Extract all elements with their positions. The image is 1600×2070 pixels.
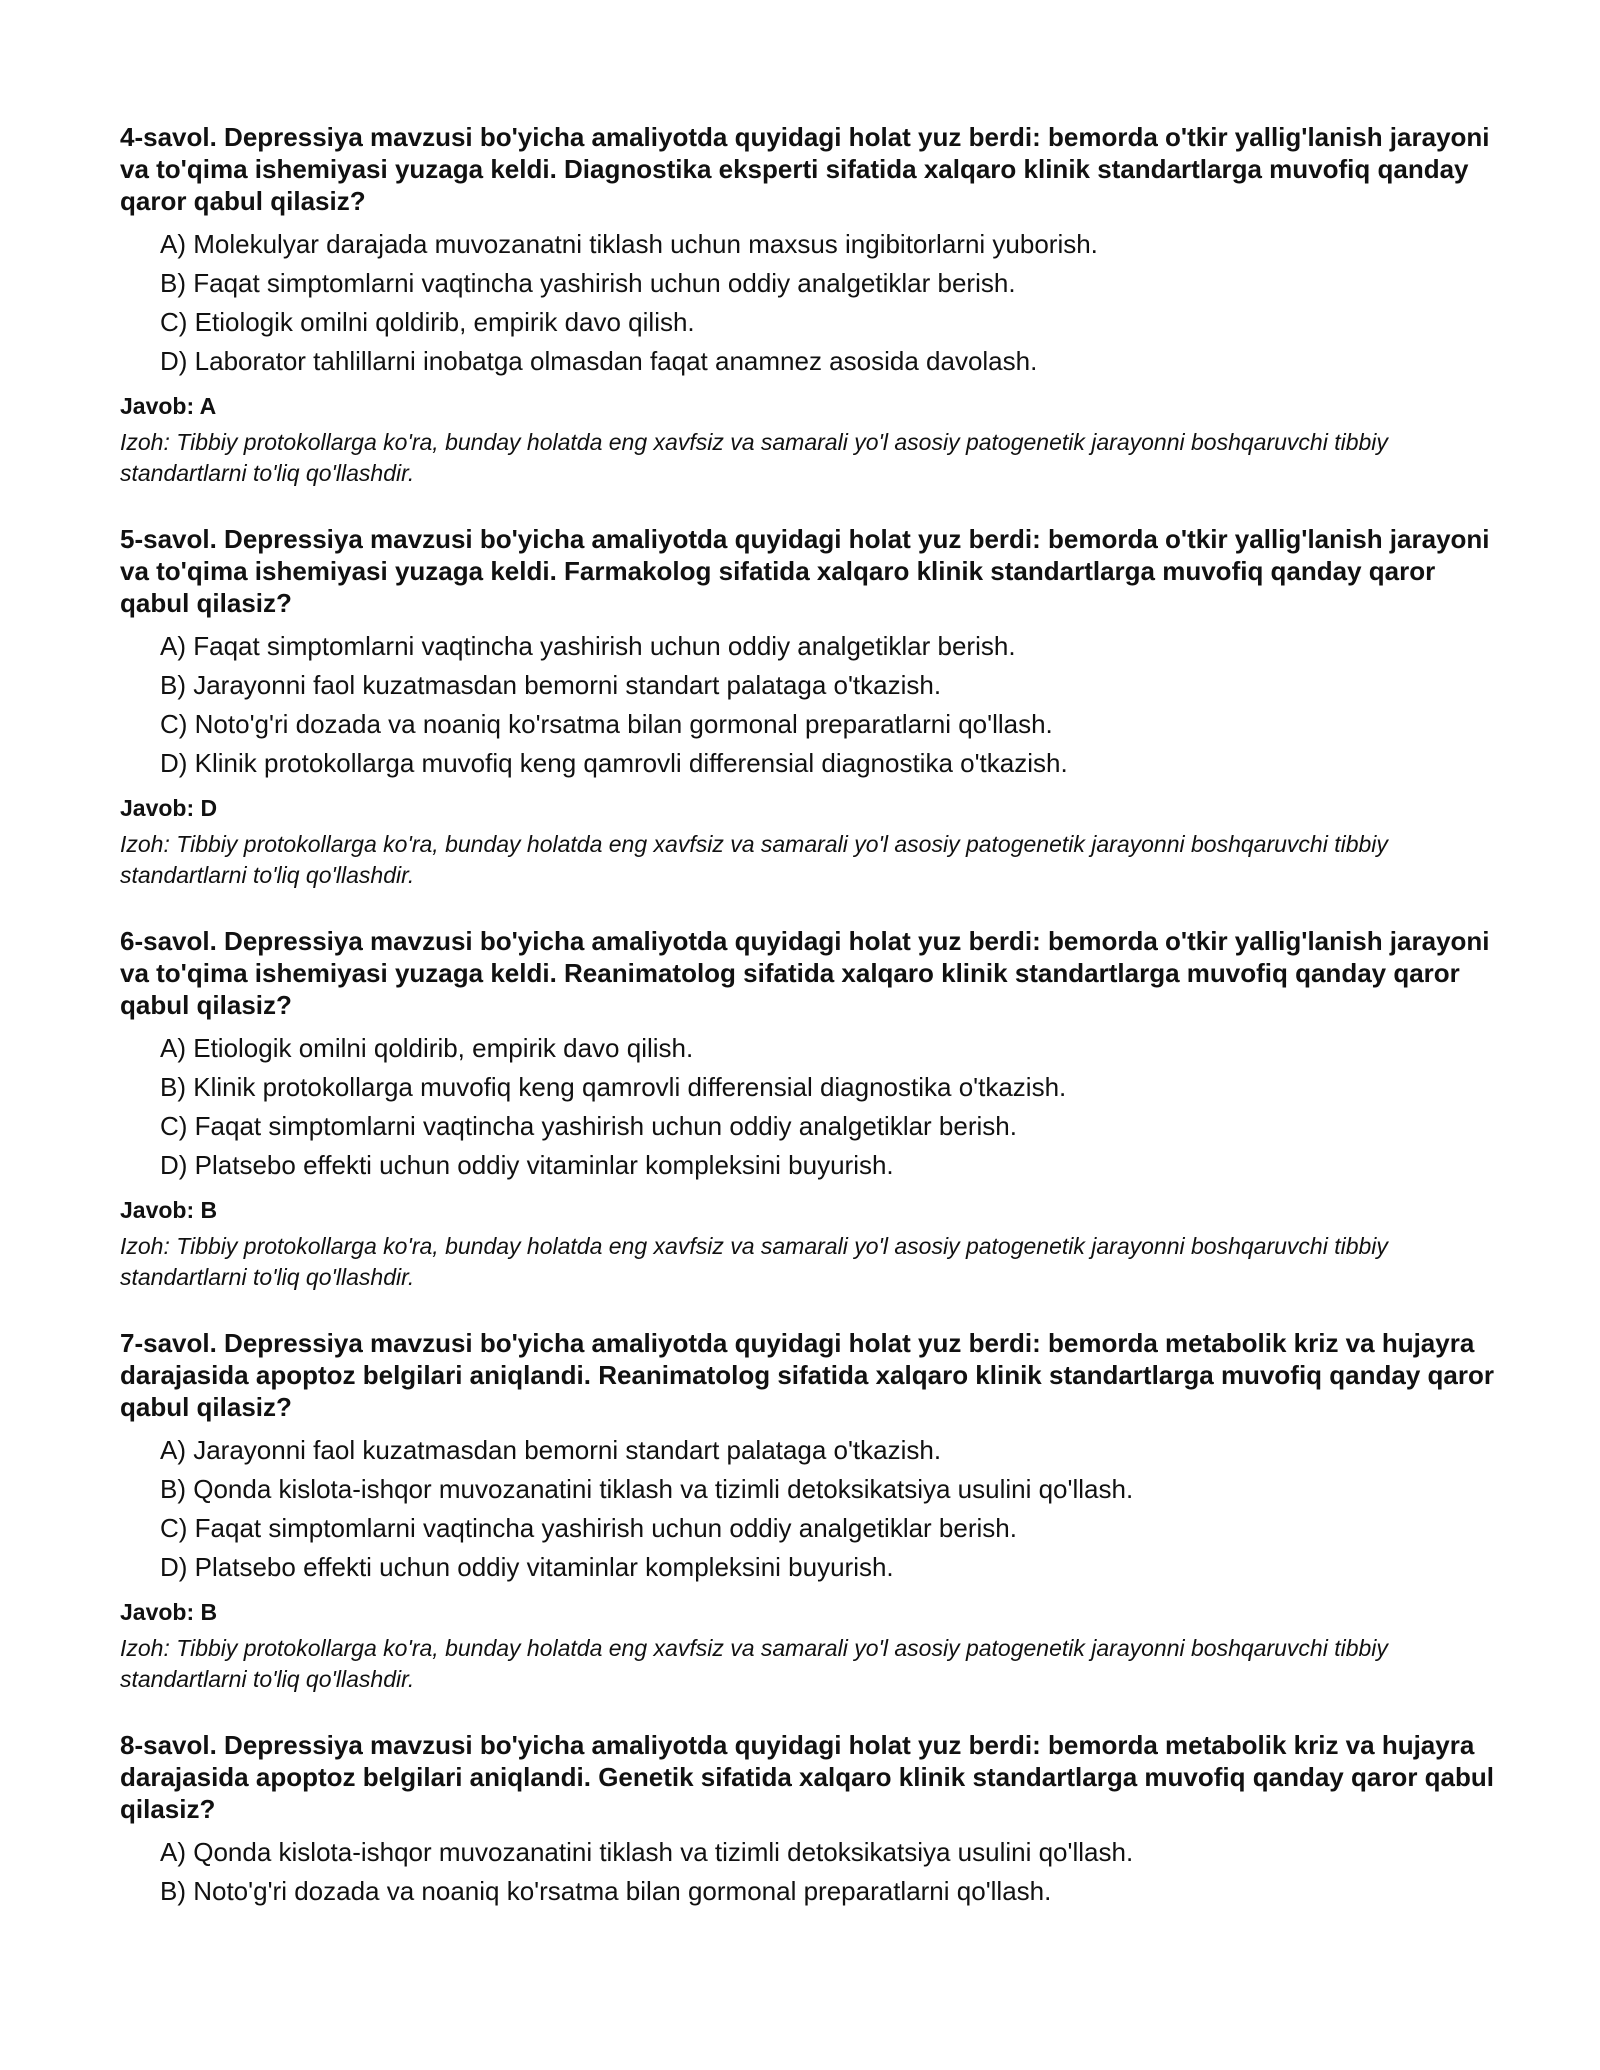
option-b: B) Qonda kislota-ishqor muvozanatini tiklash va tizimli detoksikatsiya usulini qo'llash. (160, 1474, 1134, 1504)
option-b: B) Faqat simptomlarni vaqtincha yashirish uchun oddiy analgetiklar berish. (160, 268, 1016, 298)
question-text: 8-savol. Depressiya mavzusi bo'yicha amaliyotda quyidagi holat yuz berdi: bemorda metabolik kriz va hujayra darajasida apoptoz belgilari aniqlandi. Genetik sifatida xalqaro klinik standartlarga muvofiq qanday qaror qabul qilasiz? (120, 1730, 1494, 1824)
option-a: A) Faqat simptomlarni vaqtincha yashirish uchun oddiy analgetiklar berish. (160, 631, 1016, 661)
option-list (120, 1029, 1500, 1185)
explanation-note: Izoh: Tibbiy protokollarga ko'ra, bunday holatda eng xavfsiz va samarali yo'l asosiy patogenetik jarayonni boshqaruvchi tibbiy standartlarni to'liq qo'llashdir. (120, 831, 1388, 888)
explanation-note: Izoh: Tibbiy protokollarga ko'ra, bunday holatda eng xavfsiz va samarali yo'l asosiy patogenetik jarayonni boshqaruvchi tibbiy standartlarni to'liq qo'llashdir. (120, 1233, 1388, 1290)
answer-label: Javob: B (120, 1197, 218, 1223)
option-c: C) Etiologik omilni qoldirib, empirik davo qilish. (160, 307, 695, 337)
answer-label: Javob: D (120, 795, 218, 821)
question-4 (120, 121, 1500, 489)
answer-label: Javob: B (120, 1599, 218, 1625)
question-8 (120, 1729, 1500, 1911)
option-c: C) Faqat simptomlarni vaqtincha yashirish uchun oddiy analgetiklar berish. (160, 1513, 1017, 1543)
question-text: 5-savol. Depressiya mavzusi bo'yicha amaliyotda quyidagi holat yuz berdi: bemorda o'tkir yallig'lanish jarayoni va to'qima ishemiyasi yuzaga keldi. Farmakolog sifatida xalqaro klinik standartlarga muvofiq qanday qaror qabul qilasiz? (120, 524, 1490, 618)
option-b: B) Klinik protokollarga muvofiq keng qamrovli differensial diagnostika o'tkazish. (160, 1072, 1067, 1102)
question-text: 4-savol. Depressiya mavzusi bo'yicha amaliyotda quyidagi holat yuz berdi: bemorda o'tkir yallig'lanish jarayoni va to'qima ishemiyasi yuzaga keldi. Diagnostika eksperti sifatida xalqaro klinik standartlarga muvofiq qanday qaror qabul qilasiz? (120, 122, 1490, 216)
document-page (120, 121, 1500, 1945)
question-text: 7-savol. Depressiya mavzusi bo'yicha amaliyotda quyidagi holat yuz berdi: bemorda metabolik kriz va hujayra darajasida apoptoz belgilari aniqlandi. Reanimatolog sifatida xalqaro klinik standartlarga muvofiq qanday qaror qabul qilasiz? (120, 1328, 1494, 1422)
option-list (120, 627, 1500, 783)
question-7 (120, 1327, 1500, 1695)
question-5 (120, 523, 1500, 891)
explanation-note: Izoh: Tibbiy protokollarga ko'ra, bunday holatda eng xavfsiz va samarali yo'l asosiy patogenetik jarayonni boshqaruvchi tibbiy standartlarni to'liq qo'llashdir. (120, 1635, 1388, 1692)
option-a: A) Molekulyar darajada muvozanatni tiklash uchun maxsus ingibitorlarni yuborish. (160, 229, 1098, 259)
question-text: 6-savol. Depressiya mavzusi bo'yicha amaliyotda quyidagi holat yuz berdi: bemorda o'tkir yallig'lanish jarayoni va to'qima ishemiyasi yuzaga keldi. Reanimatolog sifatida xalqaro klinik standartlarga muvofiq qanday qaror qabul qilasiz? (120, 926, 1490, 1020)
option-c: C) Faqat simptomlarni vaqtincha yashirish uchun oddiy analgetiklar berish. (160, 1111, 1017, 1141)
option-list (120, 1833, 1500, 1911)
option-d: D) Platsebo effekti uchun oddiy vitaminlar kompleksini buyurish. (160, 1552, 894, 1582)
option-list (120, 225, 1500, 381)
answer-label: Javob: A (120, 393, 217, 419)
option-d: D) Laborator tahlillarni inobatga olmasdan faqat anamnez asosida davolash. (160, 346, 1038, 376)
option-d: D) Platsebo effekti uchun oddiy vitaminlar kompleksini buyurish. (160, 1150, 894, 1180)
option-b: B) Noto'g'ri dozada va noaniq ko'rsatma bilan gormonal preparatlarni qo'llash. (160, 1876, 1052, 1906)
option-d: D) Klinik protokollarga muvofiq keng qamrovli differensial diagnostika o'tkazish. (160, 748, 1068, 778)
explanation-note: Izoh: Tibbiy protokollarga ko'ra, bunday holatda eng xavfsiz va samarali yo'l asosiy patogenetik jarayonni boshqaruvchi tibbiy standartlarni to'liq qo'llashdir. (120, 429, 1388, 486)
option-c: C) Noto'g'ri dozada va noaniq ko'rsatma bilan gormonal preparatlarni qo'llash. (160, 709, 1053, 739)
question-6 (120, 925, 1500, 1293)
option-list (120, 1431, 1500, 1587)
option-b: B) Jarayonni faol kuzatmasdan bemorni standart palataga o'tkazish. (160, 670, 942, 700)
option-a: A) Etiologik omilni qoldirib, empirik davo qilish. (160, 1033, 694, 1063)
option-a: A) Jarayonni faol kuzatmasdan bemorni standart palataga o'tkazish. (160, 1435, 942, 1465)
option-a: A) Qonda kislota-ishqor muvozanatini tiklash va tizimli detoksikatsiya usulini qo'llash. (160, 1837, 1134, 1867)
